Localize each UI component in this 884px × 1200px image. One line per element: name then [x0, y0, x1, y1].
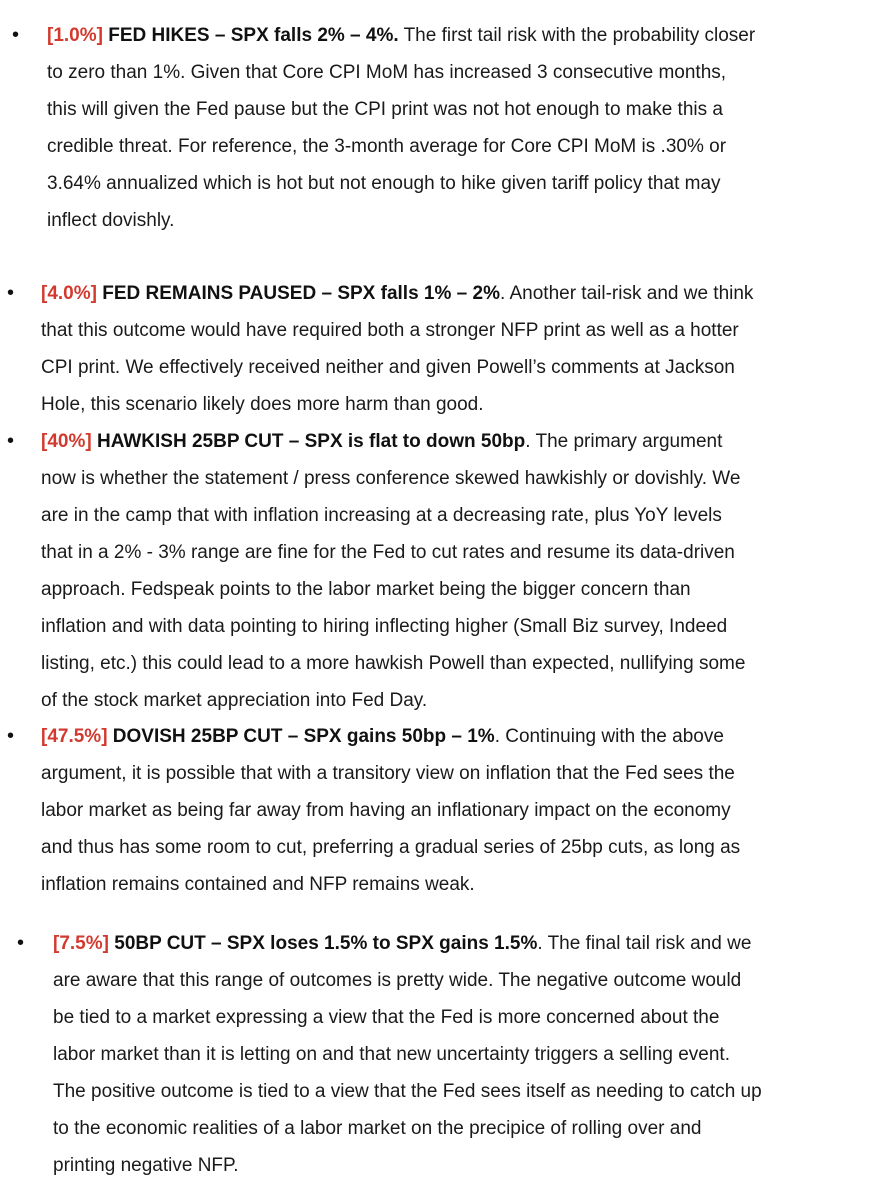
scenario-probability: [47.5%] [41, 726, 108, 747]
scenario-text: . Another tail-risk and we think [499, 283, 754, 304]
scenario-text: inflation remains contained and NFP remains weak. [41, 874, 475, 895]
scenario-heading: FED REMAINS PAUSED – SPX falls 1% – 2% [96, 283, 500, 304]
scenario-text: are aware that this range of outcomes is pretty wide. The negative outcome would [53, 970, 742, 991]
scenario-hawkish-25bp-cut [41, 423, 745, 719]
scenario-text: labor market than it is letting on and that new uncertainty triggers a selling event. [53, 1044, 730, 1065]
scenario-heading: 50BP CUT – SPX loses 1.5% to SPX gains 1.5% [108, 933, 538, 954]
scenario-text: approach. Fedspeak points to the labor market being the bigger concern than [41, 579, 691, 600]
scenario-line [41, 275, 753, 312]
scenario-text: listing, etc.) this could lead to a more hawkish Powell than expected, nullifying some [41, 653, 746, 674]
scenario-text: now is whether the statement / press conference skewed hawkishly or dovishly. We [41, 468, 741, 489]
scenario-line [41, 718, 740, 755]
scenario-text: be tied to a market expressing a view that the Fed is more concerned about the [53, 1007, 720, 1028]
scenario-text: that this outcome would have required both a stronger NFP print as well as a hotter [41, 320, 739, 341]
scenario-probability: [1.0%] [47, 25, 103, 46]
scenario-probability: [40%] [41, 431, 92, 452]
scenario-text: . The primary argument [525, 431, 723, 452]
scenario-probability: [7.5%] [53, 933, 109, 954]
scenario-probability: [4.0%] [41, 283, 97, 304]
scenario-text: Hole, this scenario likely does more harm than good. [41, 394, 484, 415]
scenario-text: The first tail risk with the probability closer [398, 25, 756, 46]
scenario-text: The positive outcome is tied to a view that the Fed sees itself as needing to catch up [53, 1081, 762, 1102]
scenario-text: inflation and with data pointing to hiring inflecting higher (Small Biz survey, Indeed [41, 616, 728, 637]
scenario-fed-hikes [47, 17, 755, 239]
bullet-icon: • [7, 282, 15, 304]
scenario-text: argument, it is possible that with a transitory view on inflation that the Fed sees the [41, 763, 735, 784]
scenario-text: and thus has some room to cut, preferring a gradual series of 25bp cuts, as long as [41, 837, 741, 858]
scenario-text: 3.64% annualized which is hot but not enough to hike given tariff policy that may [47, 173, 721, 194]
scenario-text: labor market as being far away from having an inflationary impact on the economy [41, 800, 731, 821]
scenario-dovish-25bp-cut [41, 718, 740, 903]
scenario-text: CPI print. We effectively received neither and given Powell’s comments at Jackson [41, 357, 735, 378]
scenario-text: to zero than 1%. Given that Core CPI MoM has increased 3 consecutive months, [47, 62, 727, 83]
scenario-text: . Continuing with the above [494, 726, 724, 747]
scenario-text: are in the camp that with inflation increasing at a decreasing rate, plus YoY levels [41, 505, 722, 526]
scenario-text: credible threat. For reference, the 3-month average for Core CPI MoM is .30% or [47, 136, 727, 157]
scenario-text: this will given the Fed pause but the CPI print was not hot enough to make this a [47, 99, 723, 120]
scenario-line [53, 925, 762, 962]
scenario-line [47, 17, 755, 54]
bullet-icon: • [7, 725, 15, 747]
scenario-50bp-cut [53, 925, 762, 1184]
scenario-heading: HAWKISH 25BP CUT – SPX is flat to down 50bp [91, 431, 526, 452]
scenario-text: printing negative NFP. [53, 1155, 239, 1176]
scenario-text: inflect dovishly. [47, 210, 175, 231]
scenario-heading: FED HIKES – SPX falls 2% – 4%. [102, 25, 399, 46]
bullet-icon: • [17, 932, 25, 954]
scenario-text: that in a 2% - 3% range are fine for the Fed to cut rates and resume its data-driven [41, 542, 735, 563]
scenario-line [41, 423, 745, 460]
bullet-icon: • [7, 430, 15, 452]
scenario-heading: DOVISH 25BP CUT – SPX gains 50bp – 1% [107, 726, 495, 747]
scenario-text: of the stock market appreciation into Fed Day. [41, 690, 428, 711]
scenario-text: to the economic realities of a labor market on the precipice of rolling over and [53, 1118, 702, 1139]
scenario-fed-remains-paused [41, 275, 753, 423]
bullet-icon: • [12, 24, 20, 46]
scenario-text: . The final tail risk and we [537, 933, 752, 954]
